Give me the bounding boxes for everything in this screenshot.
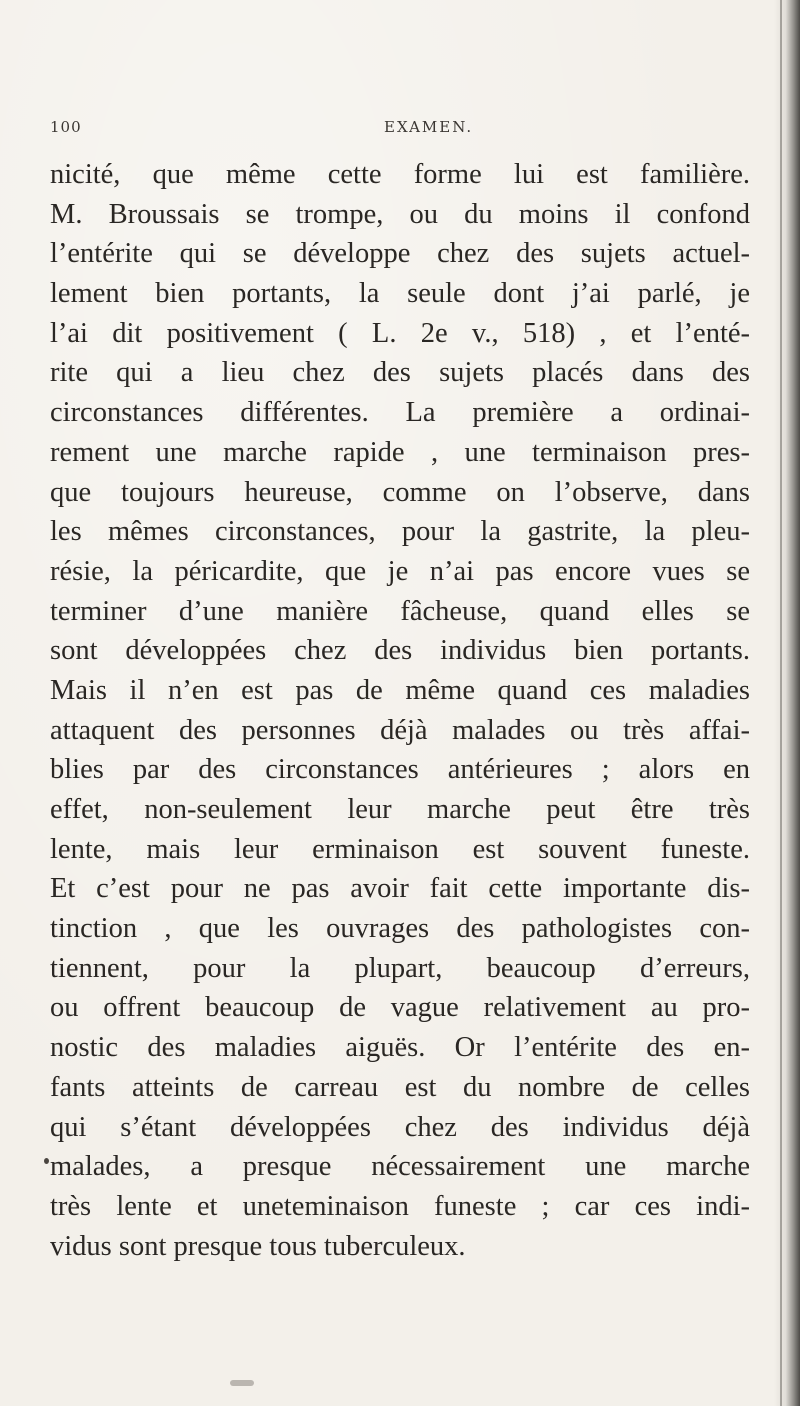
text-line: Mais il n’en est pas de même quand ces maladies xyxy=(50,674,750,706)
text-line: lente, mais leur erminaison est souvent funeste. xyxy=(50,833,750,865)
text-line-last: vidus sont presque tous tuberculeux. xyxy=(50,1230,466,1262)
text-line: nostic des maladies aiguës. Or l’entérite des en- xyxy=(50,1032,750,1064)
text-line: terminer d’une manière fâcheuse, quand elles se xyxy=(50,595,750,627)
text-line: l’ai dit positivement ( L. 2e v., 518) , et l’enté- xyxy=(50,317,750,349)
ink-speck xyxy=(44,1158,49,1164)
text-line: malades, a presque nécessairement une marche xyxy=(50,1151,750,1183)
text-line: rement une marche rapide , une terminaison pres- xyxy=(50,436,750,468)
text-line: tiennent, pour la plupart, beaucoup d’erreurs, xyxy=(50,952,750,984)
text-line: circonstances différentes. La première a ordinai- xyxy=(50,397,750,429)
text-line: très lente et uneteminaison funeste ; car ces indi- xyxy=(50,1190,750,1222)
text-line: ou offrent beaucoup de vague relativement au pro- xyxy=(50,992,750,1024)
text-line: résie, la péricardite, que je n’ai pas encore vues se xyxy=(50,555,750,587)
paper-smudge xyxy=(230,1380,254,1386)
text-line: nicité, que même cette forme lui est familière. xyxy=(50,159,750,190)
page-edge-line xyxy=(780,0,782,1406)
text-line: que toujours heureuse, comme on l’observe, dans xyxy=(50,476,750,508)
text-line: blies par des circonstances antérieures ; alors en xyxy=(50,754,750,786)
text-line: l’entérite qui se développe chez des sujets actuel- xyxy=(50,238,750,270)
page-gutter-shadow xyxy=(774,0,800,1406)
text-line: tinction , que les ouvrages des pathologistes con- xyxy=(50,913,750,945)
text-line: qui s’étant développées chez des individus déjà xyxy=(50,1111,750,1143)
page-number: 100 xyxy=(50,118,82,136)
body-text xyxy=(50,155,750,1266)
text-line: les mêmes circonstances, pour la gastrite, la pleu- xyxy=(50,516,750,548)
running-head: EXAMEN. xyxy=(384,118,474,136)
text-line: attaquent des personnes déjà malades ou très affai- xyxy=(50,714,750,746)
text-line: rite qui a lieu chez des sujets placés dans des xyxy=(50,357,750,389)
page-header xyxy=(50,118,740,142)
text-line: sont développées chez des individus bien portants. xyxy=(50,635,750,667)
text-line: lement bien portants, la seule dont j’ai parlé, je xyxy=(50,278,750,310)
text-line: effet, non-seulement leur marche peut être très xyxy=(50,794,750,825)
text-line: fants atteints de carreau est du nombre de celles xyxy=(50,1071,750,1103)
text-line: M. Broussais se trompe, ou du moins il confond xyxy=(50,198,750,230)
text-line: Et c’est pour ne pas avoir fait cette importante dis- xyxy=(50,873,750,905)
